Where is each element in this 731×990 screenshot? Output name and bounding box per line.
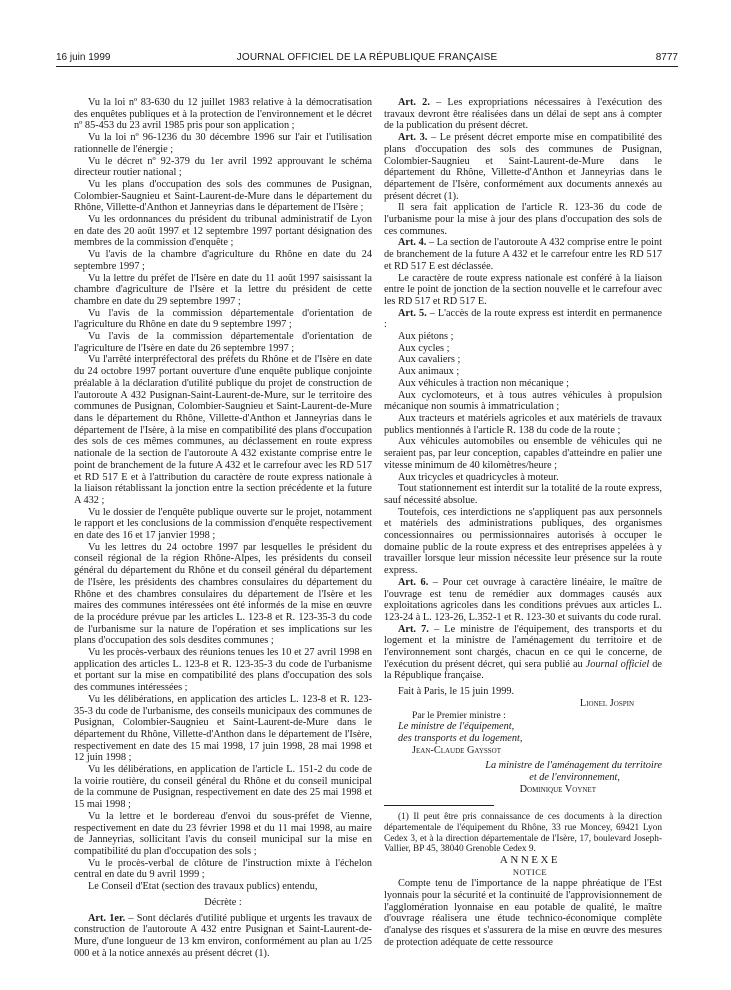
- visa-paragraph: Vu les délibérations, en application de l'article L. 151-2 du code de la voirie routière, du conseil général du Rhône et du conseil municipal de la commune de Pusignan, respectivement en date des 25 mai 1998 et 15 mai 1998 ;: [74, 764, 372, 811]
- article-text: Aux cycles ;: [398, 342, 450, 354]
- par-premier-ministre: Par le Premier ministre :: [412, 709, 506, 721]
- body-paragraph: [384, 436, 662, 471]
- footnote: (1) Il peut être pris connaissance de ces documents à la direction départementale de l'équipement du Rhône, 33 rue Moncey, 69421 Lyon Cedex 3, et à la direction départementale de l'Isère, 17, boulevard Joseph-Vallier, BP 45, 38040 Grenoble Cedex 9.: [384, 812, 662, 855]
- article-text: – L'accès de la route express est interdit en permanence :: [384, 307, 662, 331]
- page-header: [56, 52, 678, 66]
- body-paragraph: [384, 413, 662, 436]
- article-text: Il sera fait application de l'article R. 123-36 du code de l'urbanisme pour la mise à jour des plans d'occupation des sols de ces communes.: [384, 202, 662, 237]
- signer-name: Lionel Jospin: [579, 697, 634, 709]
- minister2-title-1: La ministre de l'aménagement du territoire: [485, 760, 662, 772]
- article-1: [74, 913, 372, 960]
- body-paragraph: [384, 343, 662, 355]
- body-paragraph: [384, 483, 662, 506]
- article-text: Aux cyclomoteurs, et à tous autres véhicules à propulsion mécanique non soumis à immatriculation ;: [384, 389, 662, 413]
- article-text: Aux tracteurs et matériels agricoles et aux matériels de travaux publics mentionnés à l'article R. 138 du code de la route ;: [384, 412, 662, 436]
- article-text: Aux animaux ;: [398, 366, 460, 378]
- visa-paragraph: Vu l'avis de la commission départementale d'orientation de l'agriculture du Rhône en date du 9 septembre 1997 ;: [74, 307, 372, 331]
- article-text: Toutefois, ces interdictions ne s'appliquent pas aux personnels et matériels des administrations publiques, des organismes concessionnaires ou permissionnaires autorisés à occuper le domaine public de la route express et des entreprises appelées à y travailler lorsque leur mission nécessite leur présence sur la route express.: [384, 506, 662, 577]
- page-number: 8777: [655, 52, 678, 63]
- minister2-title-2: et de l'environnement,: [529, 772, 620, 784]
- article-7-journal: Journal officiel: [585, 658, 650, 670]
- article-label: Art. 6.: [398, 576, 429, 588]
- body-paragraph: [384, 390, 662, 413]
- decrete-heading: Décrète :: [204, 896, 242, 908]
- visa-paragraph: Vu le décret nº 92-379 du 1er avril 1992 approuvant le schéma directeur routier national ;: [74, 155, 372, 179]
- header-date: 16 juin 1999: [56, 52, 111, 63]
- body-paragraph: [384, 273, 662, 308]
- article-text: Aux cavaliers ;: [398, 354, 461, 366]
- article-paragraph: [384, 577, 662, 624]
- article-1-label: Art. 1er.: [88, 912, 126, 924]
- article-7-label: Art. 7.: [398, 623, 429, 635]
- article-1-text: – Sont déclarés d'utilité publique et urgents les travaux de construction de l'autoroute A 432 entre Pusignan et Saint-Laurent-de-Mure, d'une longueur de 13 km environ, conformément au plan au 1/25 000 et à la notice annexés au présent décret (1).: [74, 912, 372, 959]
- body-paragraph: [384, 378, 662, 390]
- article-7: [384, 624, 662, 683]
- article-text: Aux véhicules automobiles ou ensemble de véhicules qui ne seraient pas, par leur conception, capables d'atteindre en palier une vitesse minimum de 40 kilomètres/heure ;: [384, 436, 662, 471]
- body-paragraph: [384, 331, 662, 343]
- visa-paragraph: Vu la loi nº 83-630 du 12 juillet 1983 relative à la démocratisation des enquêtes publiques et à la protection de l'environnement et le décret nº 85-453 du 23 avril 1985 pris pour son application ;: [74, 97, 372, 132]
- visa-paragraph: Vu les plans d'occupation des sols des communes de Pusignan, Colombier-Saugnieu et Saint-Laurent-de-Mure dans le département du Rhône, Villette-d'Anthon et Janneyrias dans le département de l'Isère ;: [74, 178, 372, 214]
- article-label: Art. 2.: [398, 97, 430, 108]
- article-paragraph: [384, 97, 662, 132]
- article-text: Aux piétons ;: [398, 331, 454, 343]
- annexe-text: Compte tenu de l'importance de la nappe phréatique de l'Est lyonnais pour la sécurité et la continuité de l'approvisionnement de l'agglomération lyonnaise en eau potable de qualité, le maître d'ouvrage réalisera une étude technico-économique complète d'analyse des risques et s'assurera de la mise en œuvre des mesures de protection adéquate de cette ressource: [384, 878, 662, 948]
- article-text: – La section de l'autoroute A 432 comprise entre le point de branchement de la future A 432 et le carrefour entre les RD 517 et RD 517 E est déclassée.: [384, 237, 662, 272]
- visa-paragraph: Vu l'arrêté interpréfectoral des préfets du Rhône et de l'Isère en date du 24 octobre 1997 portant ouverture d'une enquête publique conjointe préalable à la déclaration d'utilité publique du projet de construction de l'autoroute A 432 Pusignan-Saint-Laurent-de-Mure, sur le territoire des communes de Pusignan, Colombier-Saugnieu et Saint-Laurent-de-Mure dans le département du Rhône, Villette-d'Anthon et Janneyrias dans le département de l'Isère, à la mise en compatibilité des plans d'occupation des sols de ces mêmes communes, au déclassement en route express nationale de la section de l'autoroute A 432 existante comprise entre le point de branchement de la future A 432 et le carrefour avec les RD 517 et RD 517 E et à l'attribution du caractère de route express nationale à la liaison rétablissant la jonction entre la section précédente et la future A 432 ;: [74, 354, 372, 506]
- minister1-name: Jean-Claude Gayssot: [412, 744, 502, 756]
- article-paragraph: [384, 237, 662, 272]
- signature-block: [384, 686, 662, 795]
- annexe-title: ANNEXE: [499, 853, 561, 866]
- visa-paragraph: Vu la lettre et le bordereau d'envoi du sous-préfet de Vienne, respectivement en date du 23 février 1998 et du 11 mai 1998, au maire de Janneyrias, sollicitant l'avis du conseil municipal sur la mise en compatibilité du plan d'occupation des sols ;: [74, 810, 372, 857]
- article-text: – Pour cet ouvrage à caractère linéaire, le maître de l'ouvrage est tenu de remédier aux dommages causés aux exploitations agricoles dans les conditions prévues aux articles L. 123-24 à L. 123-26, L.352-1 et R. 123-30 et suivants du code rural.: [384, 576, 662, 623]
- left-column: [74, 97, 372, 959]
- article-text: – Le présent décret emporte mise en compatibilité des plans d'occupation des sols des communes de Pusignan, Colombier-Saugnieu et Saint-Laurent-de-Mure dans le département du Rhône, Villette-d'Anthon et Janneyrias dans le département de l'Isère, conformément aux documents annexés au présent décret (1).: [384, 132, 662, 202]
- article-label: Art. 3.: [398, 132, 428, 144]
- body-paragraph: [384, 202, 662, 237]
- visa-paragraph: Vu l'avis de la chambre d'agriculture du Rhône en date du 24 septembre 1997 ;: [74, 249, 372, 272]
- article-text: Aux tricycles et quadricycles à moteur.: [398, 471, 559, 483]
- minister2-name: Dominique Voynet: [519, 783, 596, 795]
- article-paragraph: [384, 132, 662, 202]
- article-text: Aux véhicules à traction non mécanique ;: [398, 377, 569, 389]
- article-7-text-after: de la République française.: [384, 658, 662, 682]
- visa-paragraph: Vu les procès-verbaux des réunions tenues les 10 et 27 avril 1998 en application des articles L. 123-8 et R. 123-35-3 du code de l'urbanisme et portant sur la mise en compatibilité des plans d'occupation des sols des communes intéressées ;: [74, 647, 372, 694]
- article-7-text-before: – Le ministre de l'équipement, des transports et du logement et la ministre de l'aménagement du territoire et de l'environnement sont chargés, chacun en ce qui le concerne, de l'exécution du présent décret, qui sera publié au: [384, 623, 662, 670]
- body-paragraph: [384, 472, 662, 484]
- visa-paragraph: Vu les délibérations, en application des articles L. 123-8 et R. 123-35-3 du code de l'urbanisme, des conseils municipaux des communes de Pusignan, Colombier-Saugnieu et Saint-Laurent-de-Mure dans le département du Rhône, Villette-d'Anthon dans le département de l'Isère, respectivement en date des 15 mai 1998, 17 juin 1998, 28 mai 1998 et 12 juin 1998 ;: [74, 693, 372, 764]
- notice-subtitle: NOTICE: [512, 866, 548, 877]
- visa-paragraph: Vu l'avis de la commission départementale d'orientation de l'agriculture de l'Isère en date du 26 septembre 1997 ;: [74, 331, 372, 354]
- body-paragraph: [384, 354, 662, 366]
- right-column: [384, 97, 662, 948]
- article-text: Tout stationnement est interdit sur la totalité de la route express, sauf nécessité absolue.: [384, 483, 662, 506]
- footnote-rule: [384, 805, 494, 806]
- minister1-title-1: Le ministre de l'équipement,: [398, 721, 515, 733]
- done-at: Fait à Paris, le 15 juin 1999.: [398, 686, 515, 698]
- header-rule: [56, 66, 678, 67]
- body-paragraph: [384, 507, 662, 577]
- visa-paragraph: Vu les ordonnances du président du tribunal administratif de Lyon en date des 20 août 1997 et 12 septembre 1997 portant désignation des membres de la commission d'enquête ;: [74, 214, 372, 249]
- article-label: Art. 5.: [398, 307, 427, 319]
- article-text: – Les expropriations nécessaires à l'exécution des travaux devront être réalisées dans un délai de sept ans à compter de la publication du présent décret.: [384, 97, 662, 132]
- article-paragraph: [384, 308, 662, 331]
- visa-paragraph: Vu la lettre du préfet de l'Isère en date du 11 août 1997 saisissant la chambre d'agriculture de l'Isère et la lettre du président de cette chambre en date du 29 septembre 1997 ;: [74, 272, 372, 307]
- minister1-title-2: des transports et du logement,: [398, 732, 523, 744]
- visa-paragraph: Vu le procès-verbal de clôture de l'instruction mixte à l'échelon central en date du 9 avril 1999 ;: [74, 857, 372, 881]
- visa-paragraph: Vu les lettres du 24 octobre 1997 par lesquelles le président du conseil régional de la région Rhône-Alpes, les présidents du conseil général du département du Rhône et du conseil général du département de l'Isère, les présidents des chambres consulaires du département du Rhône et des chambres consulaires du département de l'Isère et les maires des communes intéressées ont été informés de la mise en œuvre de la procédure prévue par les articles L. 123-8 et R. 123-35-3 du code de l'urbanisme sur la nature de l'opération et ses implications sur les plans d'occupation des sols desdites communes ;: [74, 541, 372, 647]
- article-text: Le caractère de route express nationale est conféré à la liaison entre le point de jonction de la section nouvelle et le carrefour avec les RD 517 et RD 517 E.: [384, 272, 662, 307]
- article-label: Art. 4.: [398, 237, 427, 249]
- visa-paragraph: Vu la loi nº 96-1236 du 30 décembre 1996 sur l'air et l'utilisation rationnelle de l'énergie ;: [74, 132, 372, 155]
- visa-paragraph: Le Conseil d'Etat (section des travaux publics) entendu,: [88, 881, 318, 893]
- body-paragraph: [384, 366, 662, 378]
- header-title: JOURNAL OFFICIEL DE LA RÉPUBLIQUE FRANÇAISE: [236, 52, 498, 63]
- visa-list: [74, 97, 372, 893]
- visa-paragraph: Vu le dossier de l'enquête publique ouverte sur le projet, notamment le rapport et les conclusions de la commission d'enquête respectivement en date des 16 et 17 janvier 1998 ;: [74, 506, 372, 542]
- articles-list: [384, 97, 662, 624]
